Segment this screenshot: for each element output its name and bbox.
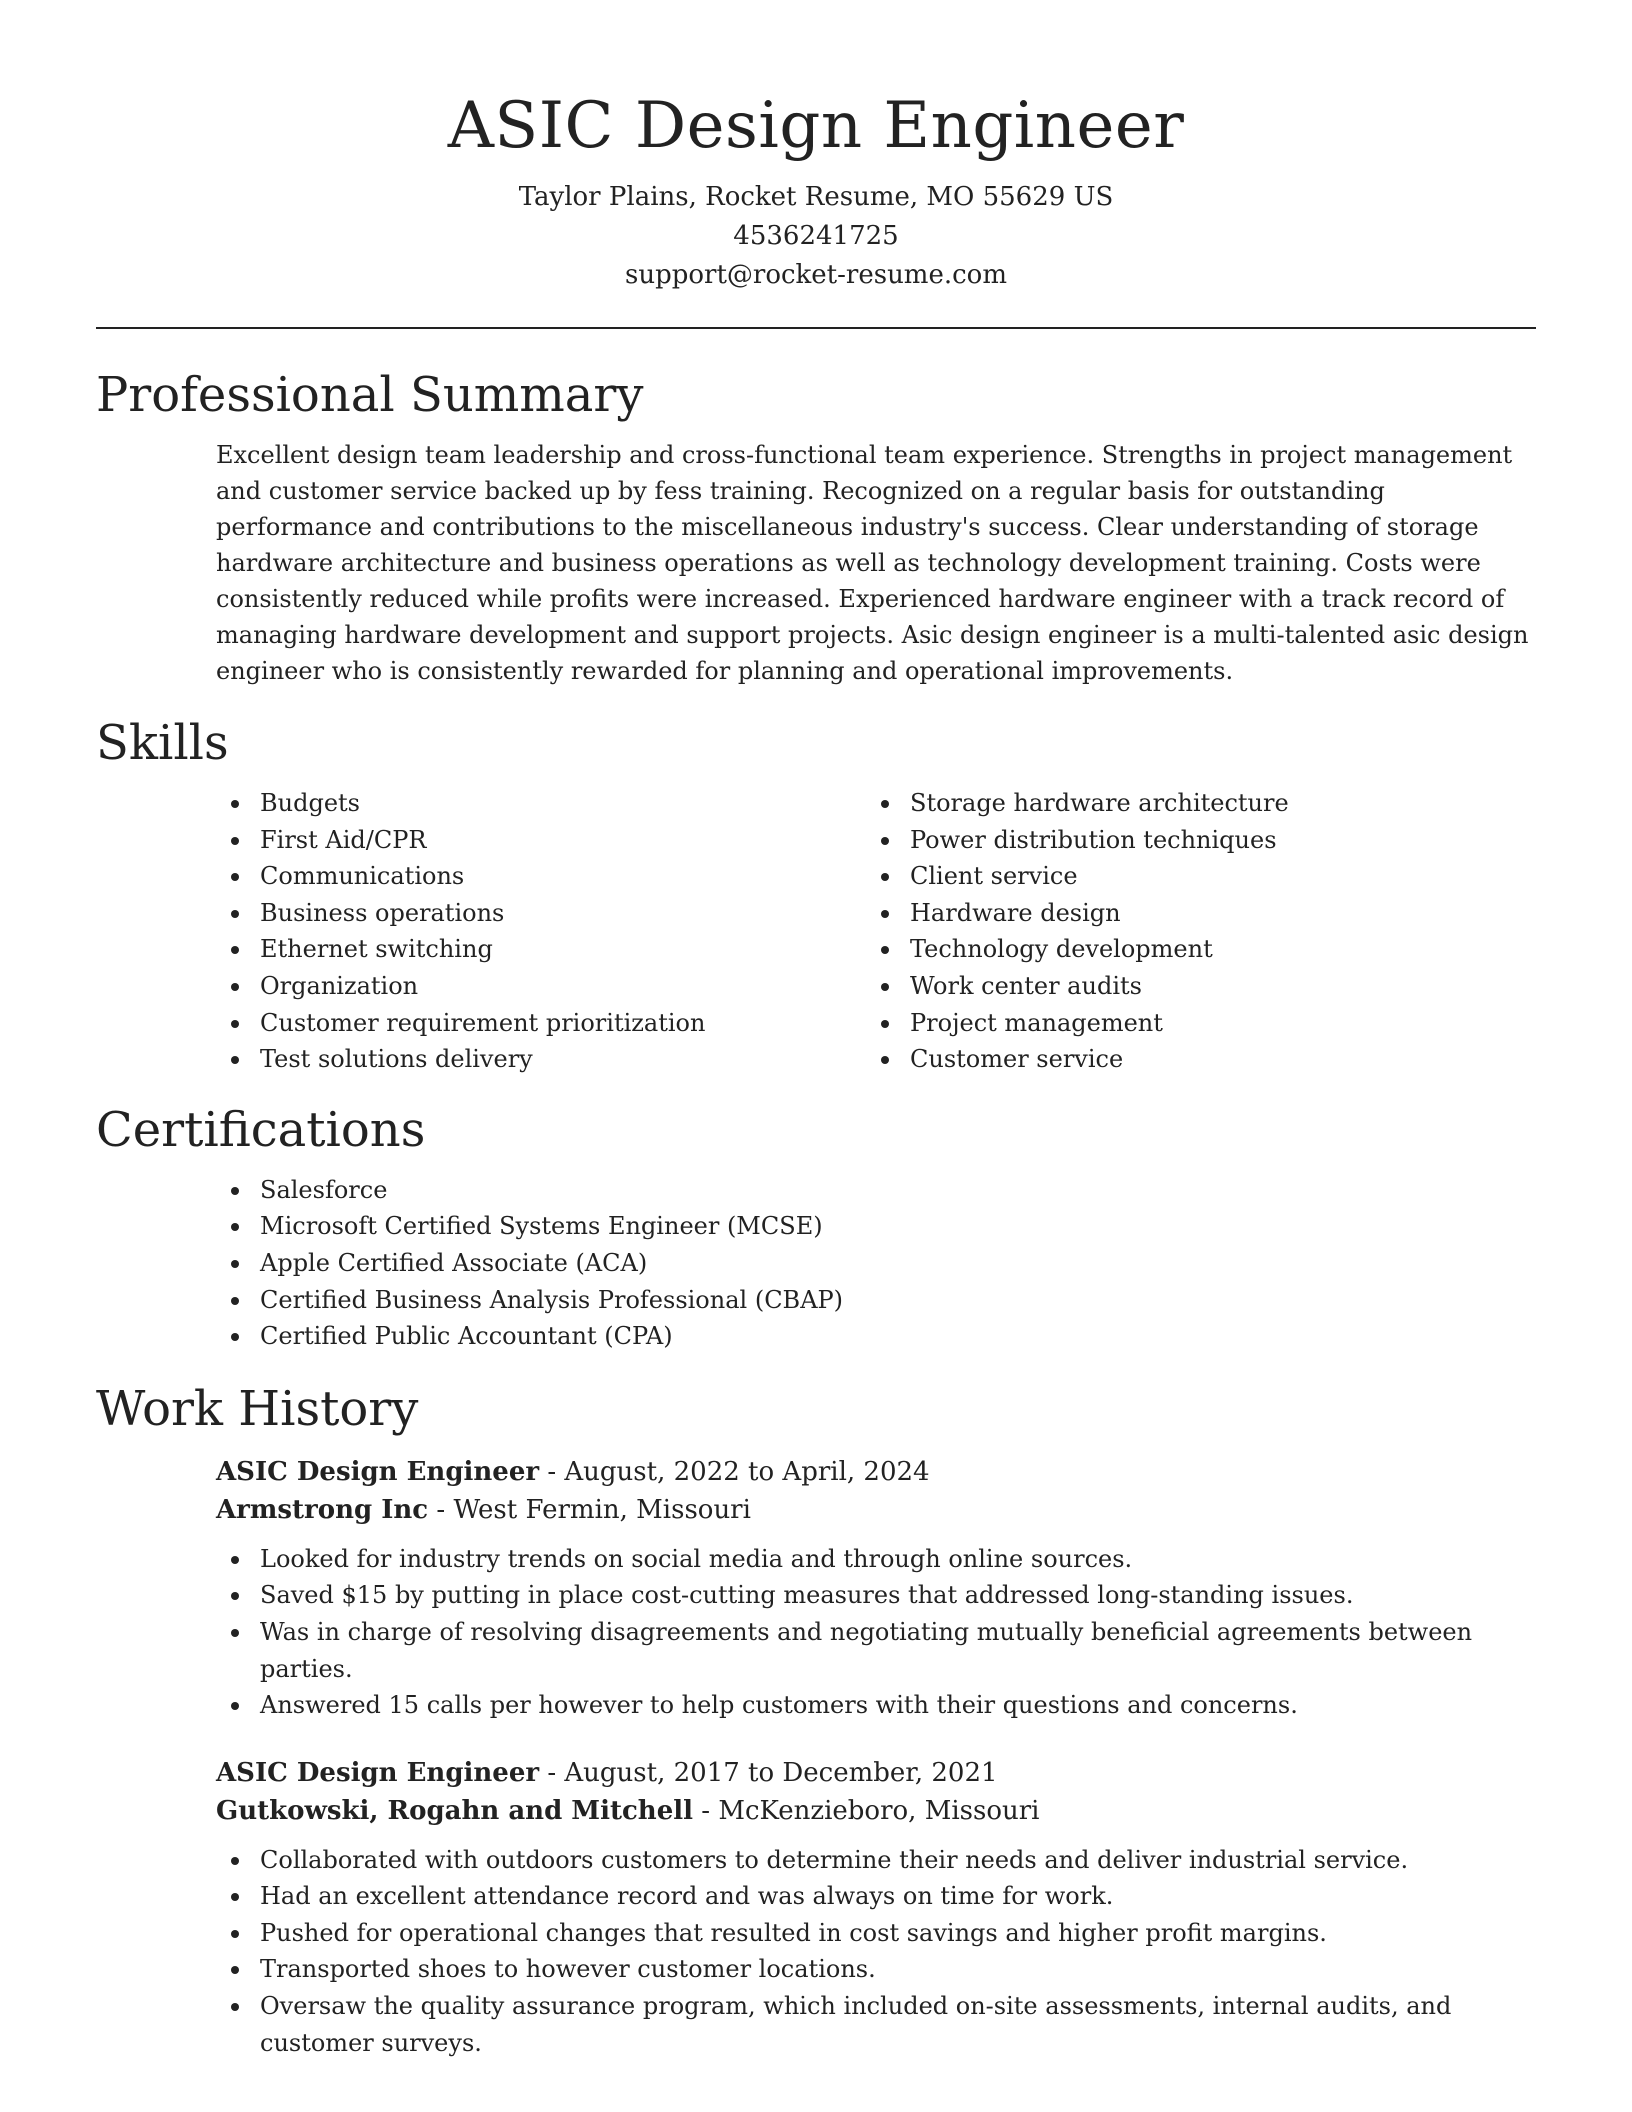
list-item: Ethernet switching (216, 931, 866, 968)
skills-list-left (216, 785, 866, 1078)
page-title: ASIC Design Engineer (447, 89, 1185, 163)
header-divider (96, 327, 1536, 329)
list-item: Business operations (216, 895, 866, 932)
skills-columns (216, 785, 1536, 1078)
list-item: Budgets (216, 785, 866, 822)
list-item: Microsoft Certified Systems Engineer (MCSE) (216, 1208, 1536, 1245)
job-title-line (216, 1754, 1536, 1792)
job-bullets (96, 1541, 1546, 1724)
list-item: Certified Business Analysis Professional (CBAP) (216, 1282, 1536, 1319)
certifications-section (96, 1100, 1536, 1355)
list-item: Client service (866, 858, 1516, 895)
list-item: Test solutions delivery (216, 1041, 866, 1078)
job-role: ASIC Design Engineer (216, 1757, 540, 1788)
list-item: Looked for industry trends on social media and through online sources. (216, 1541, 1546, 1578)
separator: - (701, 1795, 719, 1826)
list-item: Technology development (866, 931, 1516, 968)
resume-page (96, 0, 1536, 2061)
job-entry (216, 1754, 1536, 2062)
list-item: Organization (216, 968, 866, 1005)
address: Taylor Plains, Rocket Resume, MO 55629 US (518, 182, 1114, 212)
skills-list-right (866, 785, 1516, 1078)
job-company: Armstrong Inc (216, 1494, 429, 1525)
summary-text: Excellent design team leadership and cross-functional team experience. Strengths in project management and customer service backed up by fess training. Recognized on a regular basis for outstanding performance and contributions to the miscellaneous industry's success. Clear understanding of storage hardware architecture and business operations as well as technology development training. Costs were consistently reduced while profits were increased. Experienced hardware engineer with a track record of managing hardware development and support projects. Asic design engineer is a multi-talented asic design engineer who is consistently rewarded for planning and operational improvements. (216, 441, 1529, 685)
job-location: McKenzieboro, Missouri (718, 1795, 1040, 1826)
skills-section (96, 713, 1536, 1078)
list-item: Transported shoes to however customer locations. (216, 1951, 1546, 1988)
list-item: Salesforce (216, 1172, 1536, 1209)
list-item: Oversaw the quality assurance program, which included on-site assessments, internal audits, and customer surveys. (216, 1988, 1546, 2061)
list-item: Customer service (866, 1041, 1516, 1078)
certifications-heading: Certifications (96, 1101, 426, 1158)
list-item: Had an excellent attendance record and was always on time for work. (216, 1878, 1546, 1915)
email: support@rocket-resume.com (624, 260, 1007, 290)
job-company-line (216, 1792, 1536, 1830)
work-history-heading: Work History (96, 1380, 419, 1437)
job-title-line (216, 1453, 1536, 1491)
list-item: Saved $15 by putting in place cost-cutting measures that addressed long-standing issues. (216, 1577, 1546, 1614)
list-item: Work center audits (866, 968, 1516, 1005)
list-item: Apple Certified Associate (ACA) (216, 1245, 1536, 1282)
separator: - (436, 1494, 454, 1525)
list-item: Storage hardware architecture (866, 785, 1516, 822)
list-item: Power distribution techniques (866, 822, 1516, 859)
list-item: Communications (216, 858, 866, 895)
summary-heading: Professional Summary (96, 367, 644, 423)
list-item: Project management (866, 1005, 1516, 1042)
resume-header (96, 0, 1536, 295)
list-item: Was in charge of resolving disagreements and negotiating mutually beneficial agreements between parties. (216, 1614, 1546, 1687)
list-item: Certified Public Accountant (CPA) (216, 1318, 1536, 1355)
list-item: Customer requirement prioritization (216, 1005, 866, 1042)
job-company-line (216, 1491, 1536, 1529)
separator: - (547, 1456, 565, 1487)
job-role: ASIC Design Engineer (216, 1456, 540, 1487)
list-item: First Aid/CPR (216, 822, 866, 859)
phone: 4536241725 (733, 221, 899, 251)
job-dates: August, 2022 to April, 2024 (564, 1456, 930, 1487)
summary-section (96, 365, 1536, 689)
separator: - (547, 1757, 565, 1788)
list-item: Hardware design (866, 895, 1516, 932)
job-entry (216, 1453, 1536, 1724)
job-location: West Fermin, Missouri (453, 1494, 751, 1525)
certifications-list (216, 1172, 1536, 1355)
skills-heading: Skills (96, 715, 229, 771)
list-item: Collaborated with outdoors customers to determine their needs and deliver industrial service. (216, 1842, 1546, 1879)
work-history-section (96, 1379, 1536, 2062)
job-dates: August, 2017 to December, 2021 (564, 1757, 998, 1788)
list-item: Answered 15 calls per however to help customers with their questions and concerns. (216, 1687, 1546, 1724)
job-company: Gutkowski, Rogahn and Mitchell (216, 1795, 694, 1826)
list-item: Pushed for operational changes that resulted in cost savings and higher profit margins. (216, 1915, 1546, 1952)
job-bullets (96, 1842, 1546, 2062)
